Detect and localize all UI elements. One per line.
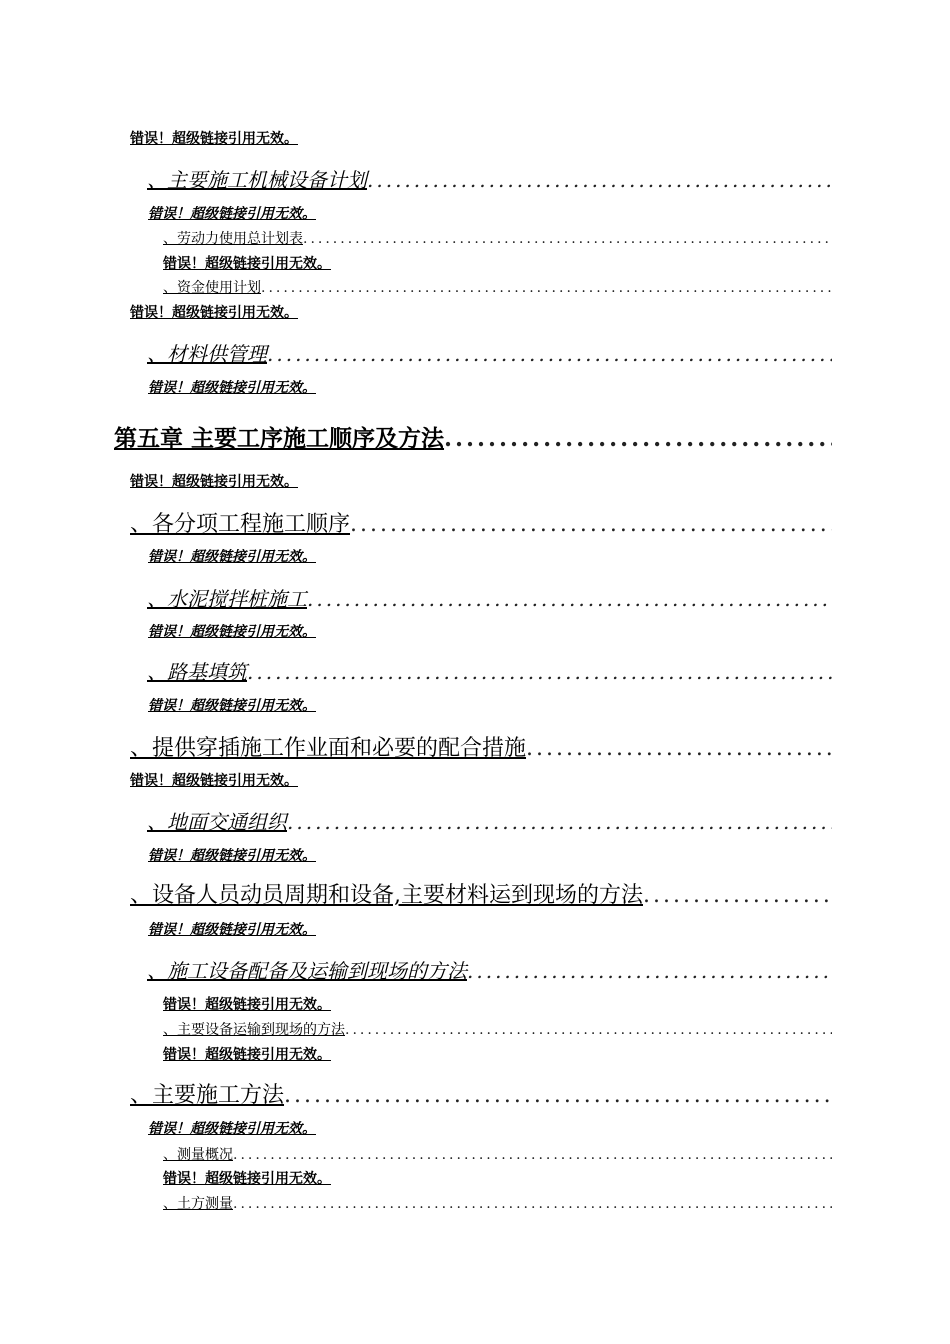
toc-entry[interactable] [147,656,832,685]
toc-entry-title[interactable]: 、路基填筑 [147,660,247,684]
hyperlink-error-text[interactable]: 错误！超级链接引用无效。 [148,698,316,714]
toc-leader-dots [307,587,832,611]
toc-entry-title[interactable]: 、各分项工程施工顺序 [130,512,351,537]
toc-entry-title[interactable]: 、材料供管理 [147,342,267,366]
toc-leader-dots [345,1022,832,1038]
toc-entry-title[interactable]: 、施工设备配备及运输到现场的方法 [147,959,467,983]
toc-entry-title[interactable]: 第五章 主要工序施工顺序及方法 [114,425,445,452]
toc-entry-title[interactable]: 、劳动力使用总计划表 [163,231,303,247]
hyperlink-error-text[interactable]: 错误！超级链接引用无效。 [130,131,298,147]
toc-entry-title[interactable]: 、设备人员动员周期和设备,主要材料运到现场的方法 [130,883,643,908]
toc-entry[interactable] [130,1078,832,1109]
toc-entry[interactable] [147,955,832,984]
toc-entry-title[interactable]: 、主要设备运输到现场的方法 [163,1022,345,1038]
toc-entry-title[interactable]: 、土方测量 [163,1196,233,1212]
toc-entry-title[interactable]: 、地面交通组织 [147,810,287,834]
hyperlink-error-text[interactable]: 错误！超级链接引用无效。 [163,1047,331,1063]
hyperlink-error-text[interactable]: 错误！超级链接引用无效。 [148,1121,316,1137]
toc-leader-dots [643,883,832,908]
toc-entry[interactable] [147,338,832,367]
toc-entry[interactable] [163,228,832,248]
toc-leader-dots [467,959,832,983]
toc-entry-title[interactable]: 、主要施工机械设备计划 [147,168,367,192]
toc-entry[interactable] [163,1193,832,1213]
toc-leader-dots [350,512,832,537]
toc-entry[interactable] [130,507,832,538]
toc-leader-dots [233,1196,832,1212]
hyperlink-error-text[interactable]: 错误！超级链接引用无效。 [148,549,316,565]
toc-entry[interactable] [163,1144,832,1164]
toc-leader-dots [247,660,832,684]
toc-entry-title[interactable]: 、测量概况 [163,1147,233,1163]
hyperlink-error-text[interactable]: 错误！超级链接引用无效。 [163,256,331,272]
toc-entry[interactable] [147,583,832,612]
toc-entry[interactable] [130,731,832,762]
toc-leader-dots [287,810,832,834]
hyperlink-error-text[interactable]: 错误！超级链接引用无效。 [130,773,298,789]
toc-leader-dots [261,280,832,296]
hyperlink-error-text[interactable]: 错误！超级链接引用无效。 [148,206,316,222]
toc-leader-dots [267,342,832,366]
toc-entry[interactable] [114,420,832,453]
hyperlink-error-text[interactable]: 错误！超级链接引用无效。 [148,848,316,864]
toc-entry-title[interactable]: 、资金使用计划 [163,280,261,296]
toc-leader-dots [367,168,832,192]
toc-entry[interactable] [147,806,832,835]
hyperlink-error-text[interactable]: 错误！超级链接引用无效。 [130,305,298,321]
toc-entry[interactable] [163,1019,832,1039]
toc-leader-dots [284,1083,832,1108]
hyperlink-error-text[interactable]: 错误！超级链接引用无效。 [163,1171,331,1187]
toc-leader-dots [303,231,832,247]
toc-entry-title[interactable]: 、提供穿插施工作业面和必要的配合措施 [130,736,527,761]
toc-leader-dots [444,425,832,452]
toc-leader-dots [526,736,832,761]
toc-entry-title[interactable]: 、主要施工方法 [130,1083,285,1108]
toc-entry[interactable] [147,164,832,193]
toc-entry-title[interactable]: 、水泥搅拌桩施工 [147,587,307,611]
hyperlink-error-text[interactable]: 错误！超级链接引用无效。 [148,624,316,640]
toc-leader-dots [233,1147,832,1163]
hyperlink-error-text[interactable]: 错误！超级链接引用无效。 [130,474,298,490]
hyperlink-error-text[interactable]: 错误！超级链接引用无效。 [148,922,316,938]
toc-entry[interactable] [163,277,832,297]
toc-entry[interactable] [130,878,832,909]
hyperlink-error-text[interactable]: 错误！超级链接引用无效。 [163,997,331,1013]
hyperlink-error-text[interactable]: 错误！超级链接引用无效。 [148,380,316,396]
